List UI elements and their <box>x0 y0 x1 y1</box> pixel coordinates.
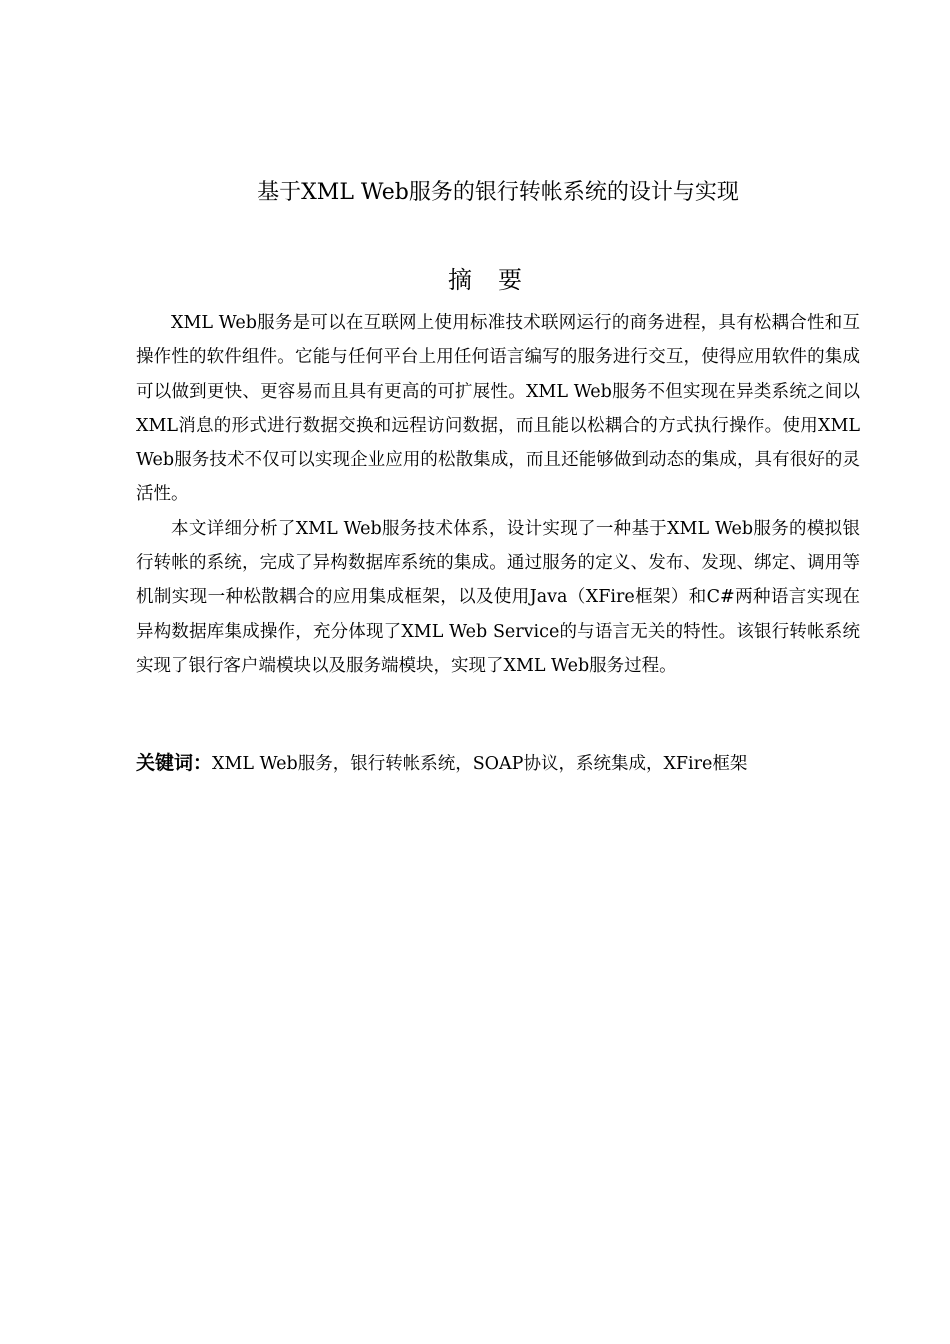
abstract-heading: 摘要 <box>448 266 548 294</box>
keywords-text: XML Web服务，银行转帐系统，SOAP协议，系统集成，XFire框架 <box>212 754 748 774</box>
abstract-paragraph-2: 本文详细分析了XML Web服务技术体系，设计实现了一种基于XML Web服务的模拟银行转帐的系统，完成了异构数据库系统的集成。通过服务的定义、发布、发现、绑定、调用等机制实现一种松散耦合的应用集成框架，以及使用Java（XFire框架）和C#两种语言实现在异构数据库集成操作，充分体现了XML Web Service的与语言无关的特性。该银行转帐系统实现了银行客户端模块以及服务端模块，实现了XML Web服务过程。 <box>136 518 860 676</box>
keywords-line <box>136 745 876 782</box>
abstract-paragraph-1: XML Web服务是可以在互联网上使用标准技术联网运行的商务进程，具有松耦合性和互操作性的软件组件。它能与任何平台上用任何语言编写的服务进行交互，使得应用软件的集成可以做到更快、更容易而且具有更高的可扩展性。XML Web服务不但实现在异类系统之间以XML消息的形式进行数据交换和远程访问数据，而且能以松耦合的方式执行操作。使用XML Web服务技术不仅可以实现企业应用的松散集成，而且还能够做到动态的集成，具有很好的灵活性。 <box>136 313 860 505</box>
abstract-body <box>136 306 860 683</box>
keywords-label: 关键词： <box>136 752 213 774</box>
document-title: 基于XML Web服务的银行转帐系统的设计与实现 <box>257 180 739 205</box>
